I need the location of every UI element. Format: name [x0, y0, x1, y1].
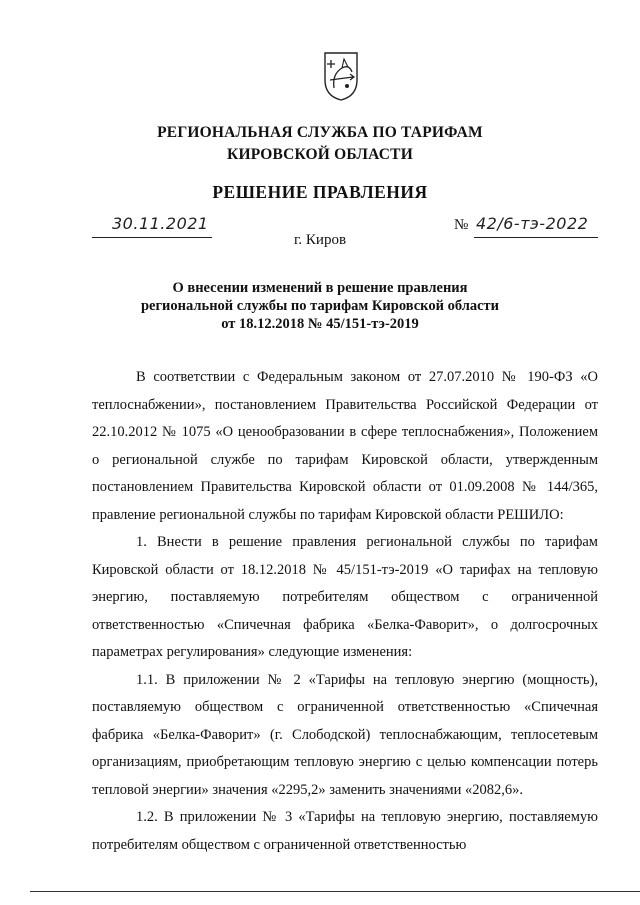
decision-date: 30.11.2021 [112, 214, 209, 233]
page-bottom-divider [30, 891, 640, 892]
paragraph-preamble: В соответствии с Федеральным законом от 27.07.2010 № 190-ФЗ «О теплоснабжении», постановлением Правительства Российской Федерации от 22.10.2012 № 1075 «О ценообразовании в сфере теплоснабжения», Положением о региональной службе по тарифам Кировской области, утвержденным постановлением Правительства Кировской области от 01.09.2008 № 144/365, правление региональной службы по тарифам Кировской области РЕШИЛО: [92, 369, 598, 523]
paragraph-item-1-2: 1.2. В приложении № 3 «Тарифы на тепловую энергию, поставляемую потребителям обществом с ограниченной ответственностью [92, 809, 598, 853]
paragraph-item-1-1: 1.1. В приложении № 2 «Тарифы на тепловую энергию (мощность), поставляемую обществом с ограниченной ответственностью «Спичечная фабрика «Белка-Фаворит» (г. Слободской) теплоснабжающим, теплосетевым организациям, приобретающим тепловую энергию с целью компенсации потерь тепловой энергии» значения «2295,2» заменить значениями «2082,6». [92, 671, 598, 798]
subject-line1: О внесении изменений в решение правления [172, 280, 468, 296]
org-name-line1: РЕГИОНАЛЬНАЯ СЛУЖБА ПО ТАРИФАМ [157, 124, 483, 141]
number-sign: № [454, 217, 469, 233]
document-body [92, 364, 598, 859]
kirov-coat-of-arms-icon [322, 50, 360, 102]
city-name: г. Киров [293, 232, 347, 248]
subject-line3: от 18.12.2018 № 45/151-тэ-2019 [221, 316, 419, 332]
document-title: РЕШЕНИЕ ПРАВЛЕНИЯ [212, 182, 428, 202]
subject-line2: региональной службы по тарифам Кировской области [140, 298, 500, 314]
org-name-line2: КИРОВСКОЙ ОБЛАСТИ [227, 146, 413, 163]
paragraph-item-1: 1. Внести в решение правления региональной службы по тарифам Кировской области от 18.12.2018 № 45/151-тэ-2019 «О тарифах на тепловую энергию, поставляемую потребителям обществом с ограниченной ответственностью «Спичечная фабрика «Белка-Фаворит», о долгосрочных параметрах регулирования» следующие изменения: [92, 534, 598, 660]
decision-number: 42/6-тэ-2022 [476, 214, 589, 233]
